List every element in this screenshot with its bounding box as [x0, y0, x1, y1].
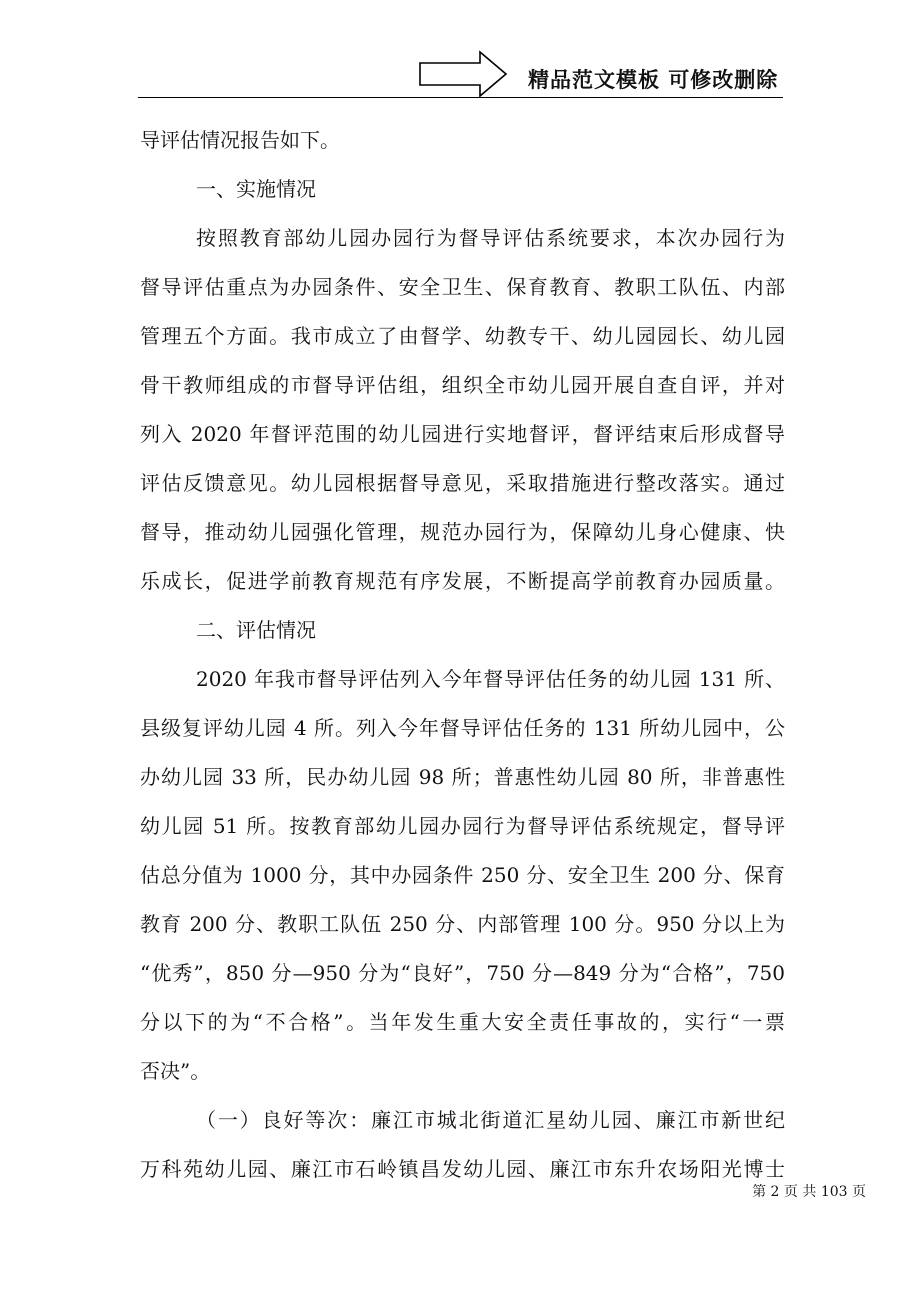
document-body [140, 116, 785, 1194]
body-text-line: 按照教育部幼儿园办园行为督导评估系统要求，本次办园行为 [196, 226, 785, 250]
body-text-line: 骨干教师组成的市督导评估组，组织全市幼儿园开展自查自评，并对 [140, 373, 785, 397]
body-text-line: 乐成长，促进学前教育规范有序发展，不断提高学前教育办园质量。 [140, 569, 785, 593]
header-title: 精品范文模板 可修改删除 [528, 68, 779, 92]
body-text-line: 教育 200 分、教职工队伍 250 分、内部管理 100 分。950 分以上为 [140, 912, 785, 936]
body-text-line: “优秀”，850 分—950 分为“良好”，750 分—849 分为“合格”，750 [140, 961, 785, 985]
header-divider [138, 97, 783, 98]
body-text-line: 评估反馈意见。幼儿园根据督导意见，采取措施进行整改落实。通过 [140, 471, 785, 495]
body-text-line: 列入 2020 年督评范围的幼儿园进行实地督评，督评结束后形成督导 [140, 422, 785, 446]
body-text-line: 一、实施情况 [196, 177, 316, 201]
body-text-line: 督导评估重点为办园条件、安全卫生、保育教育、教职工队伍、内部 [140, 275, 785, 299]
body-text-line: 导评估情况报告如下。 [140, 128, 340, 152]
body-text-line: 幼儿园 51 所。按教育部幼儿园办园行为督导评估系统规定，督导评 [140, 814, 785, 838]
body-text-line: 办幼儿园 33 所，民办幼儿园 98 所；普惠性幼儿园 80 所，非普惠性 [140, 765, 785, 789]
body-text-line: 万科苑幼儿园、廉江市石岭镇昌发幼儿园、廉江市东升农场阳光博士 [140, 1157, 785, 1181]
body-text-line: 县级复评幼儿园 4 所。列入今年督导评估任务的 131 所幼儿园中，公 [140, 716, 785, 740]
body-text-line: 二、评估情况 [196, 618, 316, 642]
right-arrow-icon [418, 50, 508, 98]
page-number: 第 2 页 共 103 页 [752, 1184, 866, 1200]
page-header [0, 0, 920, 110]
body-text-line: 2020 年我市督导评估列入今年督导评估任务的幼儿园 131 所、 [196, 667, 785, 691]
body-text-line: 估总分值为 1000 分，其中办园条件 250 分、安全卫生 200 分、保育 [140, 863, 785, 887]
body-text-line: 否决”。 [140, 1059, 211, 1083]
body-text-line: 分以下的为“不合格”。当年发生重大安全责任事故的，实行“一票 [140, 1010, 785, 1034]
body-text-line: （一）良好等次：廉江市城北街道汇星幼儿园、廉江市新世纪 [196, 1108, 785, 1132]
body-text-line: 管理五个方面。我市成立了由督学、幼教专干、幼儿园园长、幼儿园 [140, 324, 785, 348]
body-text-line: 督导，推动幼儿园强化管理，规范办园行为，保障幼儿身心健康、快 [140, 520, 785, 544]
